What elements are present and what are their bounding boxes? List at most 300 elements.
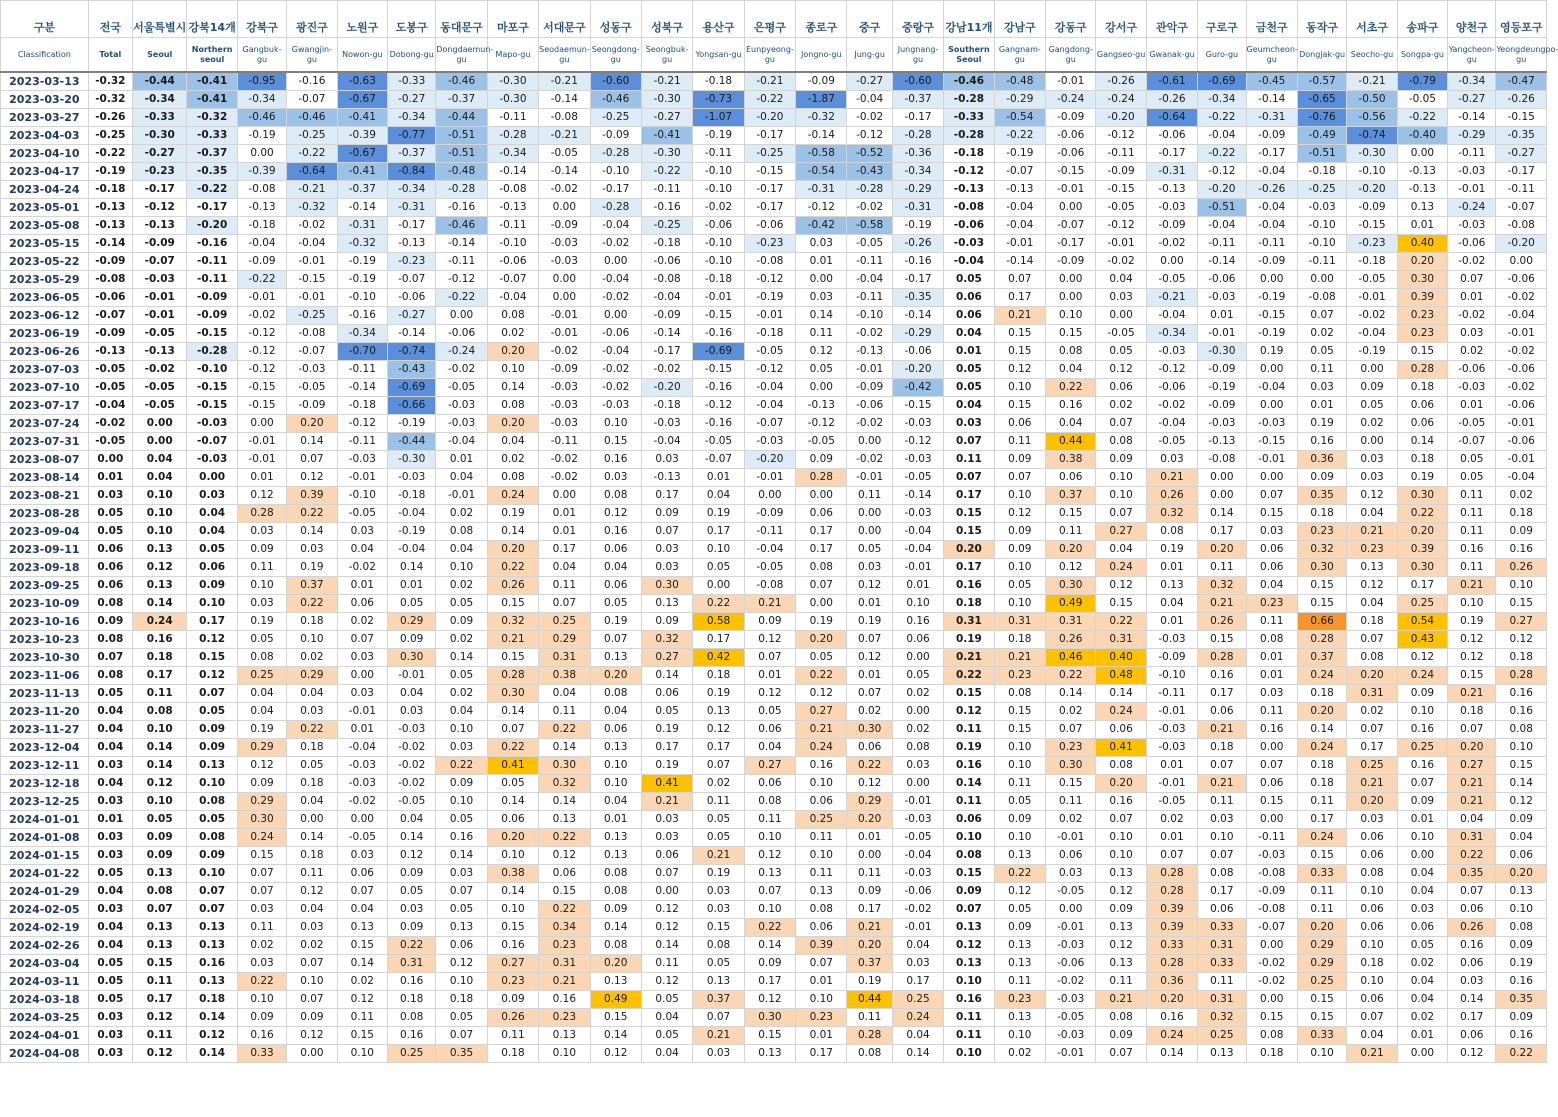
row-date: 2023-07-03: [1, 361, 89, 379]
table-cell: -0.03: [1448, 379, 1496, 397]
table-cell: 0.07: [994, 271, 1045, 289]
table-cell: -0.28: [892, 127, 943, 145]
row-date: 2023-06-26: [1, 343, 89, 361]
table-cell: 0.04: [1146, 595, 1197, 613]
table-cell: -0.16: [287, 72, 337, 91]
table-cell: 0.03: [237, 595, 286, 613]
table-cell: 0.11: [1198, 793, 1246, 811]
table-cell: 0.10: [1347, 937, 1397, 955]
table-cell: -0.12: [133, 199, 187, 217]
table-cell: -0.06: [892, 883, 943, 901]
table-row: [1, 703, 1547, 721]
table-cell: 0.03: [796, 235, 847, 253]
table-cell: 0.21: [1448, 685, 1496, 703]
table-cell: 0.07: [1198, 847, 1246, 865]
table-cell: -0.09: [1347, 199, 1397, 217]
table-cell: -0.03: [539, 397, 590, 415]
table-cell: 0.14: [487, 793, 538, 811]
table-cell: -0.27: [133, 145, 187, 163]
table-cell: 0.05: [641, 703, 692, 721]
table-cell: 0.09: [994, 451, 1045, 469]
table-cell: 0.19: [237, 721, 286, 739]
table-cell: -0.30: [641, 91, 692, 109]
table-cell: 0.14: [539, 793, 590, 811]
table-row: [1, 397, 1547, 415]
table-cell: 0.15: [187, 649, 237, 667]
table-cell: 0.13: [187, 757, 237, 775]
table-cell: -0.74: [387, 343, 435, 361]
table-cell: 0.09: [1496, 1009, 1547, 1027]
table-cell: 0.10: [994, 1027, 1045, 1045]
table-cell: 0.07: [944, 433, 994, 451]
table-cell: -0.02: [88, 415, 132, 433]
table-cell: -0.12: [237, 325, 286, 343]
table-cell: 0.03: [88, 901, 132, 919]
table-cell: 0.33: [1146, 937, 1197, 955]
table-cell: -0.29: [892, 181, 943, 199]
table-cell: 0.03: [88, 829, 132, 847]
table-cell: -0.03: [1146, 343, 1197, 361]
table-cell: 0.18: [1246, 1045, 1297, 1063]
table-cell: 0.09: [1096, 451, 1146, 469]
table-cell: 0.10: [994, 559, 1045, 577]
table-cell: 0.13: [133, 919, 187, 937]
table-cell: -0.12: [1096, 217, 1146, 235]
table-cell: -0.07: [387, 271, 435, 289]
table-cell: 0.00: [436, 307, 487, 325]
table-cell: -0.06: [436, 325, 487, 343]
table-cell: -0.17: [590, 181, 641, 199]
table-cell: 0.05: [796, 361, 847, 379]
table-cell: -0.14: [1198, 253, 1246, 271]
table-cell: -0.37: [892, 91, 943, 109]
table-cell: -0.33: [387, 72, 435, 91]
table-cell: 0.04: [539, 685, 590, 703]
table-cell: -0.20: [744, 109, 795, 127]
table-cell: 0.05: [847, 541, 892, 559]
table-cell: 0.16: [436, 829, 487, 847]
table-cell: 0.03: [88, 1009, 132, 1027]
table-cell: -0.01: [892, 793, 943, 811]
table-cell: 0.12: [590, 1045, 641, 1063]
table-cell: 0.30: [539, 757, 590, 775]
table-cell: -0.18: [641, 397, 692, 415]
table-cell: 0.07: [994, 469, 1045, 487]
table-cell: -0.05: [1397, 91, 1447, 109]
column-header-en: Classification: [1, 38, 89, 73]
table-cell: -0.13: [1397, 163, 1447, 181]
table-cell: 0.03: [337, 523, 387, 541]
table-cell: -0.06: [944, 217, 994, 235]
table-cell: -0.35: [1496, 127, 1547, 145]
table-cell: 0.13: [1496, 883, 1547, 901]
table-cell: -0.14: [337, 199, 387, 217]
table-cell: 0.28: [847, 1027, 892, 1045]
table-cell: -0.25: [744, 145, 795, 163]
table-cell: -0.04: [1146, 415, 1197, 433]
table-cell: 0.00: [1246, 811, 1297, 829]
table-row: [1, 145, 1547, 163]
table-cell: -0.19: [1347, 343, 1397, 361]
row-date: 2023-05-08: [1, 217, 89, 235]
table-cell: 0.01: [1448, 397, 1496, 415]
table-cell: -0.31: [1246, 109, 1297, 127]
table-cell: 0.04: [1397, 883, 1447, 901]
table-cell: -0.05: [133, 397, 187, 415]
table-cell: 0.05: [88, 973, 132, 991]
table-cell: -0.11: [1246, 235, 1297, 253]
table-cell: 0.11: [847, 487, 892, 505]
table-cell: 0.10: [1496, 901, 1547, 919]
table-cell: 0.10: [1096, 847, 1146, 865]
table-cell: -0.12: [944, 163, 994, 181]
table-cell: -0.20: [1096, 109, 1146, 127]
table-cell: 0.04: [88, 703, 132, 721]
table-cell: 0.08: [1347, 865, 1397, 883]
table-cell: 0.19: [693, 685, 744, 703]
table-cell: -0.03: [337, 775, 387, 793]
table-cell: 0.32: [1146, 505, 1197, 523]
table-cell: 0.16: [1496, 541, 1547, 559]
table-cell: -0.34: [487, 145, 538, 163]
table-cell: -0.24: [1046, 91, 1096, 109]
table-cell: -0.18: [337, 397, 387, 415]
table-cell: 0.21: [1448, 577, 1496, 595]
table-cell: 0.04: [1496, 829, 1547, 847]
table-cell: 0.16: [487, 937, 538, 955]
table-cell: 0.10: [994, 757, 1045, 775]
table-cell: 0.13: [539, 811, 590, 829]
table-cell: 0.02: [436, 577, 487, 595]
table-row: [1, 487, 1547, 505]
table-cell: 0.14: [387, 559, 435, 577]
table-cell: 0.11: [1448, 505, 1496, 523]
table-cell: 0.03: [287, 919, 337, 937]
table-cell: 0.18: [994, 631, 1045, 649]
table-cell: -0.17: [1246, 145, 1297, 163]
table-cell: -0.04: [641, 289, 692, 307]
table-cell: 0.04: [88, 775, 132, 793]
table-cell: 0.03: [187, 487, 237, 505]
column-header-ko: 전국: [88, 1, 132, 38]
table-cell: 0.05: [187, 811, 237, 829]
table-cell: -0.06: [387, 289, 435, 307]
table-cell: -0.23: [744, 235, 795, 253]
table-row: [1, 379, 1547, 397]
table-cell: -0.06: [1146, 127, 1197, 145]
table-cell: 0.20: [847, 811, 892, 829]
table-cell: 0.00: [237, 415, 286, 433]
table-cell: 0.23: [1397, 325, 1447, 343]
table-cell: 0.07: [847, 685, 892, 703]
table-cell: -0.01: [1046, 919, 1096, 937]
table-cell: 0.07: [1347, 1009, 1397, 1027]
row-date: 2023-05-29: [1, 271, 89, 289]
table-cell: 0.06: [1448, 1027, 1496, 1045]
table-cell: -0.05: [133, 379, 187, 397]
table-cell: 0.03: [287, 541, 337, 559]
table-cell: 0.10: [994, 379, 1045, 397]
table-cell: 0.12: [744, 847, 795, 865]
table-cell: 0.08: [944, 847, 994, 865]
table-cell: 0.13: [693, 973, 744, 991]
table-cell: 0.07: [796, 577, 847, 595]
table-cell: -0.12: [1096, 127, 1146, 145]
table-cell: 0.19: [944, 631, 994, 649]
table-cell: -0.10: [487, 235, 538, 253]
table-cell: 0.03: [387, 703, 435, 721]
table-cell: 0.05: [994, 901, 1045, 919]
table-cell: -0.06: [1146, 379, 1197, 397]
table-cell: 0.04: [944, 325, 994, 343]
table-cell: -0.10: [693, 235, 744, 253]
table-cell: 0.13: [133, 541, 187, 559]
table-cell: -0.15: [1246, 433, 1297, 451]
table-cell: -0.17: [892, 271, 943, 289]
table-cell: -0.15: [693, 361, 744, 379]
table-cell: 0.05: [88, 865, 132, 883]
column-header-en: Gangseo-gu: [1096, 38, 1146, 73]
table-cell: -0.16: [693, 325, 744, 343]
table-cell: 0.13: [337, 919, 387, 937]
table-cell: -0.06: [1046, 955, 1096, 973]
table-cell: -0.13: [88, 199, 132, 217]
table-row: [1, 577, 1547, 595]
column-header-en: Seodaemun-gu: [539, 38, 590, 73]
table-cell: 0.08: [693, 937, 744, 955]
table-cell: 0.25: [237, 667, 286, 685]
table-cell: 0.16: [944, 991, 994, 1009]
table-cell: -0.01: [237, 451, 286, 469]
table-cell: 0.00: [337, 811, 387, 829]
table-cell: 0.28: [237, 505, 286, 523]
table-cell: -0.02: [590, 361, 641, 379]
table-cell: 0.04: [337, 901, 387, 919]
table-cell: -0.30: [1198, 343, 1246, 361]
table-cell: -0.13: [88, 217, 132, 235]
table-cell: 0.18: [1448, 703, 1496, 721]
table-cell: 0.09: [1496, 937, 1547, 955]
table-cell: 0.30: [1397, 559, 1447, 577]
table-cell: -0.24: [1448, 199, 1496, 217]
table-cell: -0.05: [539, 145, 590, 163]
table-cell: -0.02: [892, 901, 943, 919]
table-cell: 0.07: [1246, 487, 1297, 505]
table-cell: 0.12: [994, 505, 1045, 523]
table-cell: 0.20: [1046, 541, 1096, 559]
table-cell: -0.19: [337, 271, 387, 289]
table-cell: -0.05: [847, 235, 892, 253]
table-cell: -0.02: [1448, 253, 1496, 271]
table-cell: 0.14: [487, 523, 538, 541]
table-cell: -0.12: [892, 433, 943, 451]
table-cell: -0.10: [693, 163, 744, 181]
table-cell: -0.46: [944, 72, 994, 91]
table-cell: 0.05: [88, 685, 132, 703]
table-cell: 0.16: [1246, 721, 1297, 739]
table-cell: -0.09: [1246, 127, 1297, 145]
table-cell: -0.09: [847, 379, 892, 397]
column-header-en: Seocho-gu: [1347, 38, 1397, 73]
table-cell: 0.16: [1448, 937, 1496, 955]
table-cell: 0.12: [847, 775, 892, 793]
table-cell: 0.00: [133, 433, 187, 451]
table-cell: 0.12: [1096, 361, 1146, 379]
table-cell: -0.13: [796, 397, 847, 415]
table-cell: 0.22: [847, 757, 892, 775]
table-cell: 0.25: [1347, 757, 1397, 775]
table-cell: 0.46: [1046, 649, 1096, 667]
table-row: [1, 235, 1547, 253]
table-cell: 0.00: [1046, 901, 1096, 919]
row-date: 2023-12-04: [1, 739, 89, 757]
table-cell: -0.01: [1496, 325, 1547, 343]
table-cell: 0.10: [590, 757, 641, 775]
column-header-ko: 노원구: [337, 1, 387, 38]
table-cell: 0.23: [994, 991, 1045, 1009]
table-cell: 0.03: [436, 739, 487, 757]
table-cell: 0.16: [1297, 433, 1346, 451]
table-cell: -0.22: [436, 289, 487, 307]
table-cell: 0.13: [994, 937, 1045, 955]
table-cell: 0.06: [187, 559, 237, 577]
table-cell: 0.04: [237, 685, 286, 703]
table-cell: -0.24: [1096, 91, 1146, 109]
table-cell: -0.20: [1496, 235, 1547, 253]
table-cell: 0.37: [693, 991, 744, 1009]
table-cell: 0.01: [590, 811, 641, 829]
table-cell: 0.16: [1397, 721, 1447, 739]
table-cell: 0.07: [287, 991, 337, 1009]
table-cell: -0.20: [1347, 181, 1397, 199]
table-cell: 0.14: [641, 937, 692, 955]
table-cell: 0.11: [994, 973, 1045, 991]
table-cell: -0.17: [1146, 145, 1197, 163]
table-cell: 0.04: [88, 919, 132, 937]
table-cell: 0.07: [796, 955, 847, 973]
row-date: 2023-03-20: [1, 91, 89, 109]
column-header-ko: 강북구: [237, 1, 286, 38]
table-cell: 0.15: [1096, 595, 1146, 613]
table-cell: 0.20: [487, 415, 538, 433]
table-cell: 0.19: [944, 739, 994, 757]
table-cell: 0.20: [1347, 793, 1397, 811]
table-row: [1, 163, 1547, 181]
table-cell: -0.12: [693, 397, 744, 415]
table-cell: 0.15: [1297, 577, 1346, 595]
table-cell: 0.06: [1246, 775, 1297, 793]
table-cell: 0.12: [1496, 631, 1547, 649]
table-cell: 0.01: [88, 469, 132, 487]
table-cell: 0.13: [994, 955, 1045, 973]
table-cell: 0.03: [1198, 811, 1246, 829]
table-cell: 0.08: [237, 649, 286, 667]
table-cell: -0.11: [1448, 145, 1496, 163]
table-cell: 0.07: [187, 685, 237, 703]
table-cell: -0.37: [337, 181, 387, 199]
table-cell: 0.04: [88, 739, 132, 757]
table-cell: -0.08: [1198, 451, 1246, 469]
table-cell: -0.04: [1496, 307, 1547, 325]
table-cell: 0.10: [287, 631, 337, 649]
table-cell: -0.29: [1448, 127, 1496, 145]
table-row: [1, 289, 1547, 307]
table-cell: -0.03: [1046, 991, 1096, 1009]
table-cell: -0.32: [88, 72, 132, 91]
table-cell: -0.26: [1096, 72, 1146, 91]
table-cell: 0.08: [133, 883, 187, 901]
table-cell: 0.07: [436, 1027, 487, 1045]
table-cell: -0.04: [944, 253, 994, 271]
table-cell: 0.19: [487, 505, 538, 523]
table-cell: -0.09: [237, 253, 286, 271]
table-cell: 0.00: [1347, 433, 1397, 451]
table-cell: 0.23: [1347, 541, 1397, 559]
table-cell: -0.03: [892, 415, 943, 433]
column-header-ko: 종로구: [796, 1, 847, 38]
table-cell: 0.25: [892, 991, 943, 1009]
table-cell: 0.08: [590, 937, 641, 955]
table-cell: -0.04: [1146, 307, 1197, 325]
table-cell: -0.01: [539, 325, 590, 343]
column-header-ko: 강동구: [1046, 1, 1096, 38]
table-cell: 0.17: [1198, 685, 1246, 703]
table-cell: 0.58: [693, 613, 744, 631]
table-cell: 0.14: [1397, 433, 1447, 451]
table-cell: -0.45: [1246, 72, 1297, 91]
table-cell: -0.28: [944, 91, 994, 109]
table-cell: 0.12: [436, 955, 487, 973]
table-cell: 0.07: [88, 649, 132, 667]
table-cell: 0.12: [387, 847, 435, 865]
table-cell: -0.17: [187, 199, 237, 217]
table-cell: -0.03: [892, 505, 943, 523]
table-cell: 0.02: [436, 505, 487, 523]
table-cell: 0.20: [590, 955, 641, 973]
column-header-en: Dobong-gu: [387, 38, 435, 73]
table-cell: -0.31: [892, 199, 943, 217]
table-cell: 0.29: [237, 739, 286, 757]
table-cell: 0.04: [1397, 973, 1447, 991]
table-cell: -0.05: [88, 433, 132, 451]
table-cell: -0.10: [1146, 667, 1197, 685]
table-cell: 0.41: [1096, 739, 1146, 757]
row-date: 2023-04-03: [1, 127, 89, 145]
table-row: [1, 1045, 1547, 1063]
table-cell: 0.03: [237, 955, 286, 973]
table-cell: 0.22: [539, 829, 590, 847]
table-cell: 0.08: [487, 397, 538, 415]
table-cell: -0.04: [590, 271, 641, 289]
table-cell: 0.39: [1146, 919, 1197, 937]
table-cell: -0.11: [1297, 253, 1346, 271]
table-cell: 0.39: [287, 487, 337, 505]
table-cell: 0.14: [287, 523, 337, 541]
row-date: 2023-09-11: [1, 541, 89, 559]
table-cell: -0.09: [88, 253, 132, 271]
table-cell: -0.76: [1297, 109, 1346, 127]
table-cell: 0.19: [1246, 343, 1297, 361]
table-cell: -0.22: [1198, 145, 1246, 163]
table-cell: 0.10: [436, 721, 487, 739]
table-cell: 0.66: [1297, 613, 1346, 631]
row-date: 2023-09-25: [1, 577, 89, 595]
table-cell: -0.03: [1246, 415, 1297, 433]
table-cell: 0.06: [796, 505, 847, 523]
table-cell: -0.19: [337, 253, 387, 271]
table-cell: -0.04: [1347, 325, 1397, 343]
table-cell: -0.10: [1297, 217, 1346, 235]
